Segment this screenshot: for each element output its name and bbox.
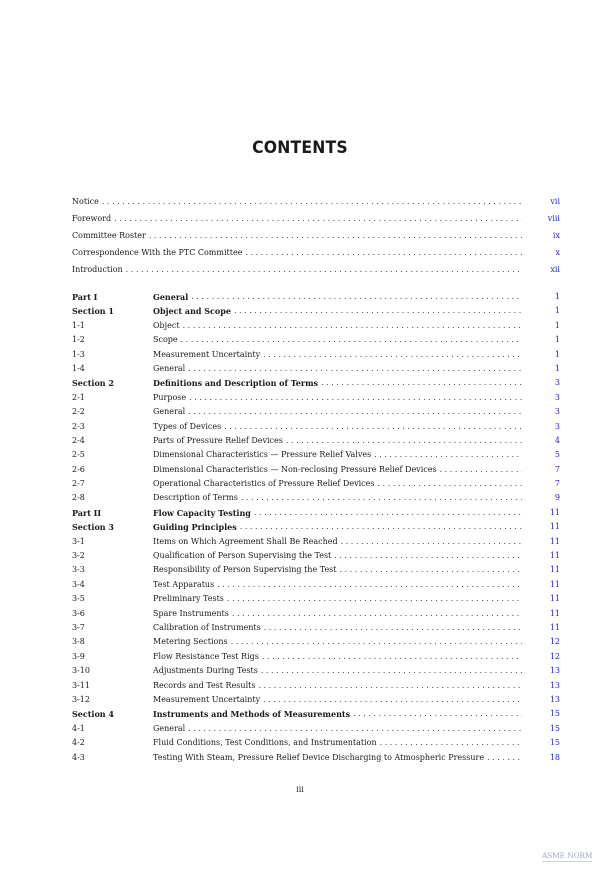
toc-number: 2-1 [72, 392, 85, 402]
toc-row-notice[interactable] [72, 193, 560, 210]
leader-dots [341, 535, 522, 549]
toc-label[interactable]: Test Apparatus [153, 578, 217, 592]
toc-row[interactable] [72, 391, 560, 405]
toc-number: Section 1 [72, 306, 114, 317]
toc-number: 4-2 [72, 738, 85, 748]
toc-row[interactable] [72, 736, 560, 750]
leader-dots [188, 722, 522, 736]
page-link[interactable]: 9 [554, 493, 560, 503]
page-link[interactable]: 15 [549, 709, 560, 719]
toc-row[interactable] [72, 376, 560, 390]
toc-row[interactable] [72, 491, 560, 505]
toc-label[interactable]: Measurement Uncertainty [153, 693, 263, 707]
toc-label[interactable]: Testing With Steam, Pressure Relief Device Discharging to Atmospheric Pressure [153, 751, 487, 765]
toc-label[interactable]: Types of Devices [153, 420, 224, 434]
page-link[interactable]: 13 [549, 680, 560, 690]
page-link[interactable]: 5 [554, 450, 560, 460]
toc-number: 4-1 [72, 723, 85, 733]
toc-row[interactable] [72, 405, 560, 419]
toc-row-committee-roster[interactable] [72, 227, 560, 244]
toc-number: 3-12 [72, 694, 90, 704]
toc-label[interactable]: Definitions and Description of Terms [153, 376, 321, 390]
toc-label[interactable]: Flow Capacity Testing [153, 506, 254, 520]
toc-label[interactable]: Flow Resistance Test Rigs [153, 650, 262, 664]
leader-dots [340, 563, 523, 577]
leader-dots [234, 304, 522, 318]
toc-number: 2-2 [72, 407, 85, 417]
toc-row[interactable] [72, 506, 560, 520]
toc-label[interactable]: Description of Terms [153, 491, 241, 505]
toc-row[interactable] [72, 434, 560, 448]
toc-number: Part I [72, 292, 98, 302]
toc-number: 1-1 [72, 320, 85, 330]
toc-number: 3-9 [72, 651, 85, 661]
toc-label[interactable]: Committee Roster [72, 227, 149, 244]
toc-number: 3-11 [72, 680, 90, 690]
toc-label[interactable]: Operational Characteristics of Pressure Relief Devices [153, 477, 377, 491]
leader-dots [353, 707, 522, 721]
toc-label[interactable]: Object [153, 319, 183, 333]
toc-number: 1-3 [72, 349, 85, 359]
page-link[interactable]: 11 [549, 522, 560, 532]
toc-row[interactable] [72, 563, 560, 577]
leader-dots [183, 319, 522, 333]
toc-row[interactable] [72, 290, 560, 304]
page-title: CONTENTS [252, 138, 348, 158]
toc-label[interactable]: Responsibility of Person Supervising the Test [153, 563, 340, 577]
page-link[interactable]: 11 [549, 594, 560, 604]
toc-number: 1-2 [72, 335, 85, 345]
leader-dots [191, 290, 522, 304]
page-number: iii [296, 785, 304, 794]
toc-row[interactable] [72, 463, 560, 477]
toc-label[interactable]: General [153, 405, 188, 419]
leader-dots [263, 348, 522, 362]
toc-label[interactable]: Qualification of Person Supervising the Test [153, 549, 334, 563]
toc-row[interactable] [72, 477, 560, 491]
toc-number: Section 4 [72, 709, 114, 720]
page-link[interactable]: 11 [549, 565, 560, 575]
toc-row[interactable] [72, 304, 560, 318]
page-link[interactable]: 11 [549, 622, 560, 632]
toc-row-foreword[interactable] [72, 210, 560, 227]
page-link[interactable]: 18 [549, 752, 560, 762]
page-link[interactable]: 4 [554, 435, 560, 445]
toc-label[interactable]: Calibration of Instruments [153, 621, 264, 635]
toc-number: 2-3 [72, 421, 85, 431]
page-link[interactable]: x [555, 248, 560, 257]
toc-number: Section 3 [72, 522, 114, 533]
leader-dots [440, 463, 522, 477]
page-link[interactable]: 3 [554, 407, 560, 417]
leader-dots [264, 621, 522, 635]
toc-row[interactable] [72, 693, 560, 707]
toc-number: 3-2 [72, 551, 85, 561]
toc-number: 2-7 [72, 479, 85, 489]
toc-number: 4-3 [72, 752, 85, 762]
page-link[interactable]: 7 [554, 479, 560, 489]
toc-label[interactable]: Scope [153, 333, 181, 347]
page-link[interactable]: 11 [549, 551, 560, 561]
leader-dots [232, 607, 522, 621]
leader-dots [261, 664, 522, 678]
page-link[interactable]: 3 [554, 392, 560, 402]
page-link[interactable]: 1 [554, 349, 560, 359]
toc-label[interactable]: Spare Instruments [153, 607, 232, 621]
toc-label[interactable]: Foreword [72, 210, 114, 227]
toc-label[interactable]: General [153, 290, 191, 304]
toc-label[interactable]: Correspondence With the PTC Committee [72, 244, 245, 261]
toc-number: 3-10 [72, 666, 90, 676]
page-link[interactable]: ix [552, 231, 560, 240]
leader-dots [227, 592, 522, 606]
leader-dots [263, 693, 522, 707]
toc-number: 2-5 [72, 450, 85, 460]
toc-row[interactable] [72, 621, 560, 635]
toc-label[interactable]: Measurement Uncertainty [153, 348, 263, 362]
toc-row[interactable] [72, 362, 560, 376]
watermark-underline [542, 861, 592, 862]
page-link[interactable]: 12 [549, 651, 560, 661]
toc-label[interactable]: Metering Sections [153, 635, 231, 649]
toc-row[interactable] [72, 751, 560, 765]
page-link[interactable]: 11 [549, 507, 560, 517]
watermark-text: ASME NORM [542, 851, 593, 860]
leader-dots [189, 391, 522, 405]
toc-number: 2-6 [72, 464, 85, 474]
toc-row[interactable] [72, 650, 560, 664]
toc-row[interactable] [72, 549, 560, 563]
leader-dots [231, 635, 522, 649]
toc-label[interactable]: General [153, 722, 188, 736]
leader-dots [245, 244, 522, 261]
toc-row[interactable] [72, 664, 560, 678]
leader-dots [188, 405, 522, 419]
page-link[interactable]: 11 [549, 608, 560, 618]
leader-dots [188, 362, 522, 376]
toc-label[interactable]: Object and Scope [153, 304, 234, 318]
toc-label[interactable]: Introduction [72, 261, 126, 278]
main-contents-list [72, 290, 560, 765]
toc-row[interactable] [72, 679, 560, 693]
leader-dots [224, 420, 522, 434]
toc-number: Section 2 [72, 378, 114, 389]
toc-label[interactable]: Parts of Pressure Relief Devices [153, 434, 286, 448]
toc-row[interactable] [72, 520, 560, 534]
leader-dots [487, 751, 522, 765]
toc-row[interactable] [72, 592, 560, 606]
leader-dots [380, 736, 522, 750]
leader-dots [240, 520, 522, 534]
toc-row[interactable] [72, 707, 560, 721]
page-link[interactable]: 7 [554, 464, 560, 474]
page-link[interactable]: 12 [549, 637, 560, 647]
page-link[interactable]: 1 [554, 306, 560, 316]
toc-label[interactable]: Purpose [153, 391, 189, 405]
leader-dots [217, 578, 522, 592]
toc-number: 3-5 [72, 594, 85, 604]
toc-label[interactable]: Dimensional Characteristics — Pressure Relief Valves [153, 448, 374, 462]
leader-dots [262, 650, 522, 664]
leader-dots [114, 210, 522, 227]
leader-dots [126, 261, 522, 278]
toc-number: Part II [72, 507, 102, 518]
toc-number: 1-4 [72, 363, 85, 373]
page-link[interactable]: 3 [554, 378, 560, 388]
toc-number: 3-3 [72, 565, 85, 575]
toc-row-introduction[interactable] [72, 261, 560, 278]
leader-dots [181, 333, 522, 347]
page-link[interactable]: 15 [549, 738, 560, 748]
toc-number: 3-8 [72, 637, 85, 647]
page-link[interactable]: 11 [549, 536, 560, 546]
toc-label[interactable]: Items on Which Agreement Shall Be Reached [153, 535, 341, 549]
toc-number: 2-8 [72, 493, 85, 503]
toc-label[interactable]: Dimensional Characteristics — Non-reclosing Pressure Relief Devices [153, 463, 440, 477]
front-matter-list [72, 193, 560, 278]
toc-row-correspondence[interactable] [72, 244, 560, 261]
page-link[interactable]: vii [550, 197, 560, 206]
page-link[interactable]: 3 [554, 421, 560, 431]
leader-dots [377, 477, 522, 491]
toc-row[interactable] [72, 420, 560, 434]
leader-dots [334, 549, 522, 563]
page-link[interactable]: 1 [554, 292, 560, 301]
toc-label[interactable]: Guiding Principles [153, 520, 240, 534]
leader-dots [374, 448, 522, 462]
page-link[interactable]: xii [550, 265, 560, 274]
toc-number: 3-1 [72, 536, 85, 546]
page-link[interactable]: 1 [554, 335, 560, 345]
toc-label[interactable]: Preliminary Tests [153, 592, 227, 606]
page-link[interactable]: 1 [554, 320, 560, 330]
page-link[interactable]: 13 [549, 666, 560, 676]
watermark-logo [542, 851, 592, 862]
toc-number: 3-4 [72, 579, 85, 589]
toc-number: 2-4 [72, 435, 85, 445]
leader-dots [258, 679, 522, 693]
toc-label[interactable]: Fluid Conditions, Test Conditions, and Instrumentation [153, 736, 380, 750]
toc-row[interactable] [72, 448, 560, 462]
page-link[interactable]: 15 [549, 723, 560, 733]
toc-row[interactable] [72, 348, 560, 362]
toc-row[interactable] [72, 607, 560, 621]
toc-row[interactable] [72, 333, 560, 347]
leader-dots [102, 193, 522, 210]
page-link[interactable]: 11 [549, 579, 560, 589]
toc-row[interactable] [72, 319, 560, 333]
leader-dots [241, 491, 522, 505]
toc-row[interactable] [72, 535, 560, 549]
leader-dots [149, 227, 522, 244]
page-link[interactable]: 13 [549, 694, 560, 704]
page-link[interactable]: viii [547, 214, 560, 223]
toc-label[interactable]: Notice [72, 193, 102, 210]
toc-number: 3-7 [72, 622, 85, 632]
toc-number: 3-6 [72, 608, 85, 618]
toc-label[interactable]: Adjustments During Tests [153, 664, 261, 678]
page-link[interactable]: 1 [554, 363, 560, 373]
toc-row[interactable] [72, 722, 560, 736]
leader-dots [321, 376, 522, 390]
toc-label[interactable]: Instruments and Methods of Measurements [153, 707, 353, 721]
toc-row[interactable] [72, 578, 560, 592]
toc-row[interactable] [72, 635, 560, 649]
toc-label[interactable]: Records and Test Results [153, 679, 258, 693]
toc-label[interactable]: General [153, 362, 188, 376]
leader-dots [286, 434, 522, 448]
leader-dots [254, 506, 522, 520]
